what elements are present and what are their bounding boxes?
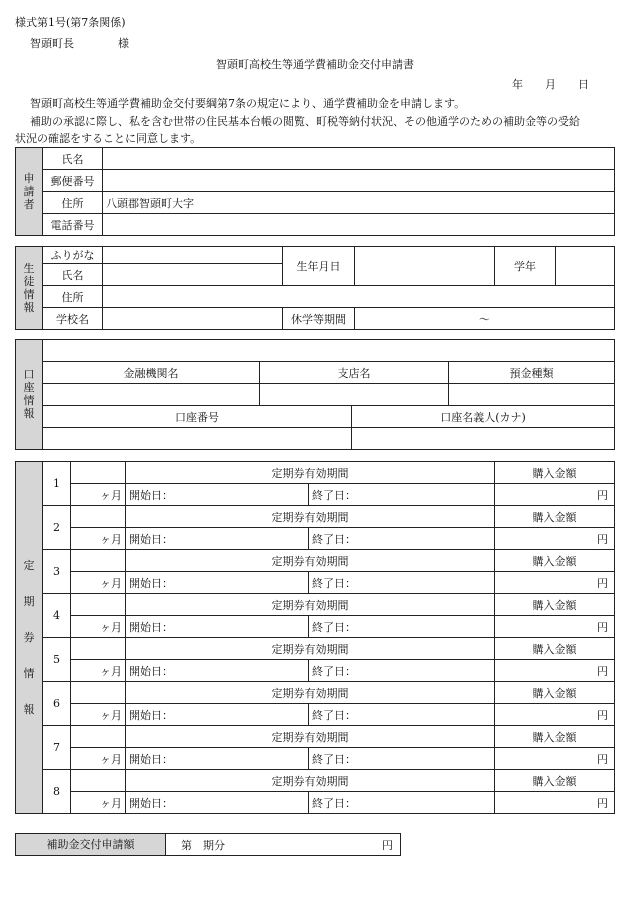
pass-end-date-field[interactable]: 終了日： <box>309 484 495 506</box>
pass-row-number: 3 <box>43 550 71 594</box>
pass-amount-field[interactable]: 円 <box>495 660 615 682</box>
footer-label: 補助金交付申請額 <box>16 834 166 856</box>
birthdate-label: 生年月日 <box>283 247 355 286</box>
furigana-label: ふりがな <box>43 247 103 264</box>
applicant-name-field[interactable] <box>103 148 615 170</box>
pass-end-date-field[interactable]: 終了日： <box>309 748 495 770</box>
pass-months-field[interactable]: ヶ月 <box>71 616 126 638</box>
leave-period-label: 休学等期間 <box>283 308 355 330</box>
pass-amount-label: 購入金額 <box>495 506 615 528</box>
account-holder-label: 口座名義人(カナ) <box>352 406 615 428</box>
applicant-address-label: 住所 <box>43 192 103 214</box>
applicant-name-label: 氏名 <box>43 148 103 170</box>
account-table <box>15 339 615 450</box>
pass-end-date-field[interactable]: 終了日： <box>309 792 495 814</box>
pass-row-number: 7 <box>43 726 71 770</box>
student-section-label: 生徒情報 <box>16 247 43 330</box>
pass-end-date-field[interactable]: 終了日： <box>309 528 495 550</box>
pass-blank-cell <box>71 770 126 792</box>
statement-paragraph-2-line-1: 補助の承認に際し、私を含む世帯の住民基本台帳の閲覧、町税等納付状況、その他通学のための補助金等の受給 <box>30 115 580 128</box>
pass-start-date-field[interactable]: 開始日： <box>126 528 309 550</box>
pass-row-number: 8 <box>43 770 71 814</box>
pass-period-label: 定期券有効期間 <box>126 506 495 528</box>
statement-paragraph-2-line-2: 状況の確認をすることに同意します。 <box>15 132 202 145</box>
pass-amount-field[interactable]: 円 <box>495 704 615 726</box>
pass-months-field[interactable]: ヶ月 <box>71 704 126 726</box>
pass-amount-label: 購入金額 <box>495 550 615 572</box>
applicant-postal-label: 郵便番号 <box>43 170 103 192</box>
pass-period-label: 定期券有効期間 <box>126 638 495 660</box>
pass-amount-field[interactable]: 円 <box>495 528 615 550</box>
pass-period-label: 定期券有効期間 <box>126 726 495 748</box>
pass-months-field[interactable]: ヶ月 <box>71 748 126 770</box>
furigana-field[interactable] <box>103 247 283 264</box>
account-number-label: 口座番号 <box>43 406 352 428</box>
pass-row-number: 2 <box>43 506 71 550</box>
student-address-field[interactable] <box>103 286 615 308</box>
pass-amount-field[interactable]: 円 <box>495 484 615 506</box>
applicant-address-field[interactable]: 八頭郡智頭町大字 <box>103 192 615 214</box>
pass-period-label: 定期券有効期間 <box>126 594 495 616</box>
pass-blank-cell <box>71 462 126 484</box>
account-holder-field[interactable] <box>352 428 615 450</box>
footer-amount-field[interactable] <box>166 834 401 856</box>
grade-field[interactable] <box>556 247 615 286</box>
form-number: 様式第1号(第7条関係) <box>15 16 126 29</box>
applicant-phone-label: 電話番号 <box>43 214 103 236</box>
school-name-label: 学校名 <box>43 308 103 330</box>
applicant-section-label: 申請者 <box>16 148 43 236</box>
pass-period-label: 定期券有効期間 <box>126 770 495 792</box>
pass-end-date-field[interactable]: 終了日： <box>309 572 495 594</box>
bank-name-field[interactable] <box>43 384 260 406</box>
applicant-table <box>15 147 615 236</box>
pass-amount-field[interactable]: 円 <box>495 616 615 638</box>
pass-amount-label: 購入金額 <box>495 594 615 616</box>
pass-blank-cell <box>71 594 126 616</box>
pass-row-number: 6 <box>43 682 71 726</box>
branch-name-label: 支店名 <box>260 362 449 384</box>
footer-period: 第 期分 <box>181 838 225 852</box>
pass-period-label: 定期券有効期間 <box>126 550 495 572</box>
pass-period-label: 定期券有効期間 <box>126 682 495 704</box>
student-name-field[interactable] <box>103 264 283 286</box>
footer-yen: 円 <box>382 838 393 852</box>
pass-start-date-field[interactable]: 開始日： <box>126 748 309 770</box>
grade-label: 学年 <box>495 247 556 286</box>
pass-amount-field[interactable]: 円 <box>495 748 615 770</box>
pass-end-date-field[interactable]: 終了日： <box>309 616 495 638</box>
bank-name-label: 金融機関名 <box>43 362 260 384</box>
branch-name-field[interactable] <box>260 384 449 406</box>
pass-amount-label: 購入金額 <box>495 770 615 792</box>
pass-start-date-field[interactable]: 開始日： <box>126 704 309 726</box>
pass-months-field[interactable]: ヶ月 <box>71 572 126 594</box>
pass-start-date-field[interactable]: 開始日： <box>126 572 309 594</box>
birthdate-field[interactable] <box>355 247 495 286</box>
date-label: 年 月 日 <box>512 78 589 91</box>
leave-period-field[interactable] <box>355 308 615 330</box>
pass-start-date-field[interactable]: 開始日： <box>126 792 309 814</box>
pass-amount-label: 購入金額 <box>495 638 615 660</box>
pass-row-number: 5 <box>43 638 71 682</box>
tilde-separator: ～ <box>479 312 490 326</box>
student-name-label: 氏名 <box>43 264 103 286</box>
pass-table <box>15 461 615 814</box>
pass-blank-cell <box>71 638 126 660</box>
applicant-postal-field[interactable] <box>103 170 615 192</box>
pass-months-field[interactable]: ヶ月 <box>71 792 126 814</box>
pass-row-number: 4 <box>43 594 71 638</box>
pass-row-number: 1 <box>43 462 71 506</box>
deposit-type-field[interactable] <box>449 384 615 406</box>
pass-amount-label: 購入金額 <box>495 726 615 748</box>
pass-blank-cell <box>71 726 126 748</box>
school-name-field[interactable] <box>103 308 283 330</box>
pass-amount-label: 購入金額 <box>495 682 615 704</box>
pass-months-field[interactable]: ヶ月 <box>71 660 126 682</box>
pass-start-date-field[interactable]: 開始日： <box>126 660 309 682</box>
addressee: 智頭町長 様 <box>30 37 129 50</box>
account-blank-row <box>43 340 615 362</box>
form-title: 智頭町高校生等通学費補助金交付申請書 <box>216 58 414 71</box>
pass-start-date-field[interactable]: 開始日： <box>126 616 309 638</box>
pass-blank-cell <box>71 550 126 572</box>
pass-end-date-field[interactable]: 終了日： <box>309 660 495 682</box>
student-table <box>15 246 615 330</box>
deposit-type-label: 預金種類 <box>449 362 615 384</box>
student-address-label: 住所 <box>43 286 103 308</box>
pass-amount-field[interactable]: 円 <box>495 792 615 814</box>
pass-blank-cell <box>71 682 126 704</box>
pass-blank-cell <box>71 506 126 528</box>
pass-end-date-field[interactable]: 終了日： <box>309 704 495 726</box>
pass-months-field[interactable]: ヶ月 <box>71 528 126 550</box>
footer-table <box>15 833 401 856</box>
account-number-field[interactable] <box>43 428 352 450</box>
account-section-label: 口座情報 <box>16 340 43 450</box>
pass-amount-label: 購入金額 <box>495 462 615 484</box>
statement-paragraph-1: 智頭町高校生等通学費補助金交付要綱第7条の規定により、通学費補助金を申請します。 <box>30 97 466 110</box>
pass-months-field[interactable]: ヶ月 <box>71 484 126 506</box>
pass-start-date-field[interactable]: 開始日： <box>126 484 309 506</box>
pass-period-label: 定期券有効期間 <box>126 462 495 484</box>
applicant-phone-field[interactable] <box>103 214 615 236</box>
pass-section-label: 定期券情報 <box>16 462 43 814</box>
pass-amount-field[interactable]: 円 <box>495 572 615 594</box>
